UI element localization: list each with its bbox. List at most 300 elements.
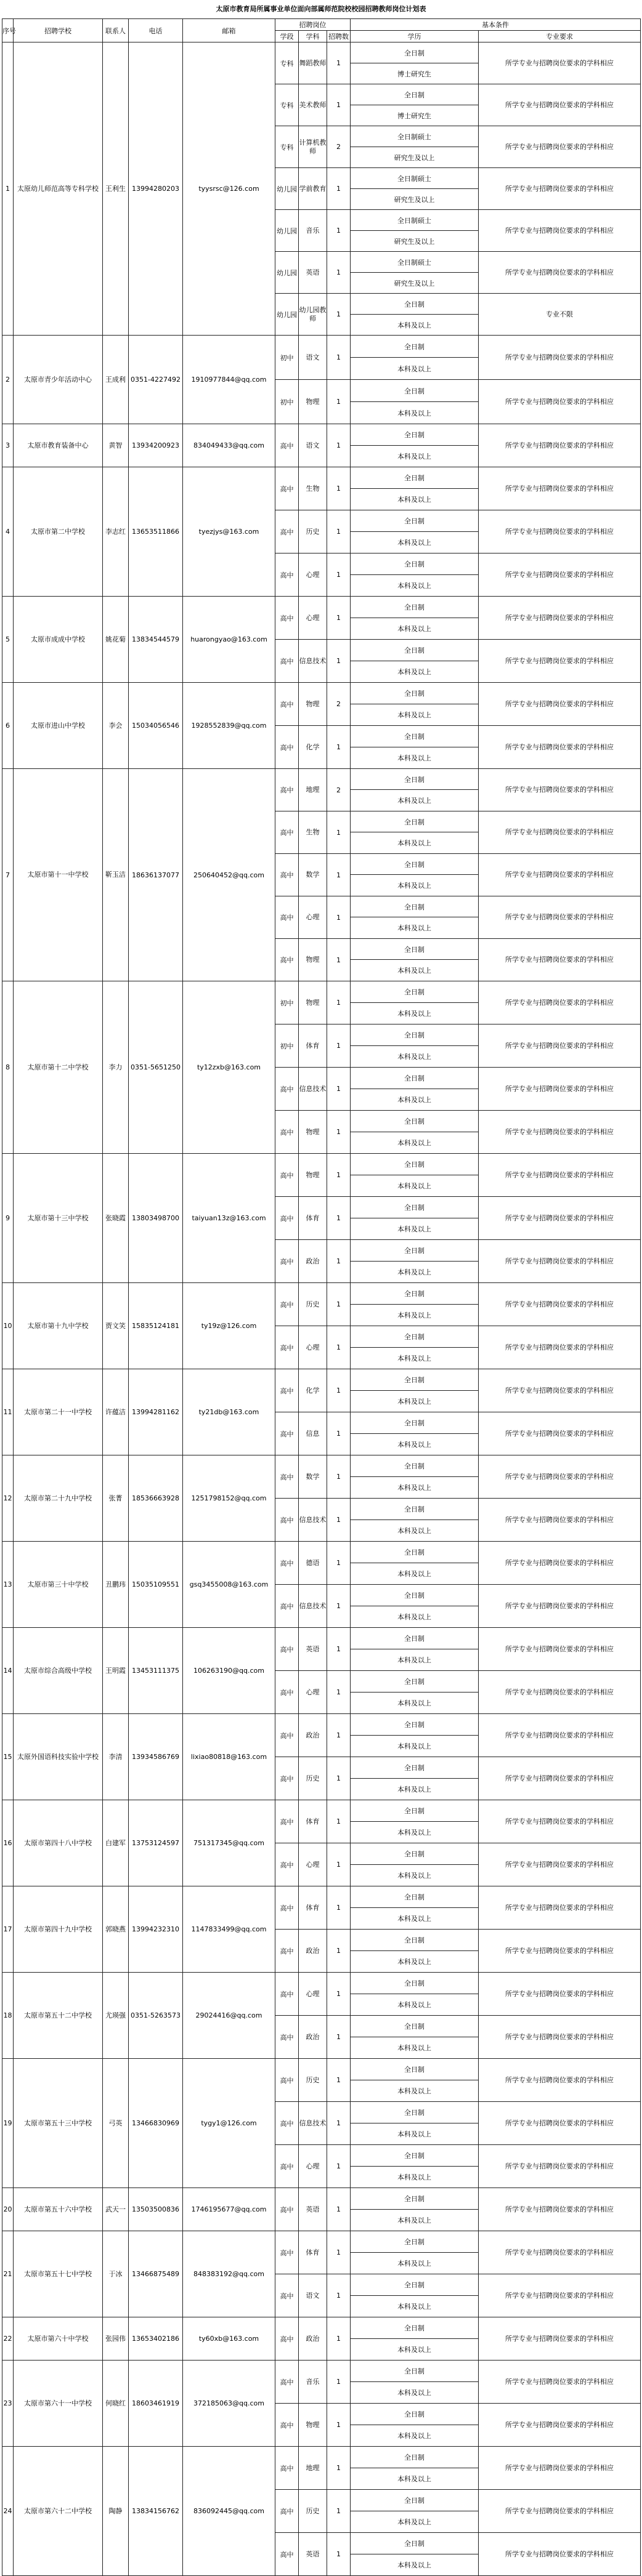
row-education-level: 本科及以上 bbox=[351, 704, 479, 726]
row-email: 106263190@qq.com bbox=[183, 1628, 275, 1714]
row-count: 1 bbox=[327, 2490, 351, 2533]
row-stage: 高中 bbox=[275, 1499, 299, 1542]
row-education-level: 本科及以上 bbox=[351, 1003, 479, 1024]
row-major: 所学专业与招聘岗位要求的学科相应 bbox=[479, 1369, 641, 1412]
row-education-type: 全日制 bbox=[351, 1800, 479, 1822]
table-row bbox=[2, 336, 641, 358]
row-education-type: 全日制 bbox=[351, 2404, 479, 2425]
row-education-type: 全日制 bbox=[351, 854, 479, 875]
row-phone: 18536663928 bbox=[129, 1455, 183, 1542]
row-seq: 8 bbox=[2, 981, 14, 1154]
row-phone: 13834544579 bbox=[129, 597, 183, 683]
row-phone: 13753124597 bbox=[129, 1800, 183, 1886]
recruitment-table bbox=[2, 18, 641, 2576]
row-education-type: 全日制 bbox=[351, 1197, 479, 1218]
row-stage: 高中 bbox=[275, 1197, 299, 1240]
row-seq: 17 bbox=[2, 1886, 14, 1973]
row-count: 2 bbox=[327, 683, 351, 726]
row-school: 太原市教育装备中心 bbox=[14, 424, 103, 467]
row-education-level: 本科及以上 bbox=[351, 1908, 479, 1930]
row-stage: 高中 bbox=[275, 1800, 299, 1843]
row-subject: 心理 bbox=[299, 553, 327, 597]
row-education-level: 博士研究生 bbox=[351, 63, 479, 84]
row-education-type: 全日制 bbox=[351, 2016, 479, 2037]
row-subject: 化学 bbox=[299, 1369, 327, 1412]
row-count: 1 bbox=[327, 1628, 351, 1671]
row-phone: 0351-5263573 bbox=[129, 1973, 183, 2059]
row-contact: 白建军 bbox=[103, 1800, 129, 1886]
row-subject: 信息技术 bbox=[299, 2102, 327, 2145]
row-education-type: 全日制 bbox=[351, 1326, 479, 1348]
row-subject: 心理 bbox=[299, 896, 327, 939]
row-count: 1 bbox=[327, 84, 351, 126]
row-count: 1 bbox=[327, 2145, 351, 2188]
row-school: 太原市第四十八中学校 bbox=[14, 1800, 103, 1886]
row-subject: 信息 bbox=[299, 1412, 327, 1455]
row-subject: 体育 bbox=[299, 2231, 327, 2274]
row-school: 太原市进山中学校 bbox=[14, 683, 103, 769]
row-contact: 陶静 bbox=[103, 2447, 129, 2576]
row-contact: 姚花菊 bbox=[103, 597, 129, 683]
row-major: 所学专业与招聘岗位要求的学科相应 bbox=[479, 597, 641, 640]
row-education-type: 全日制 bbox=[351, 2102, 479, 2123]
row-major: 所学专业与招聘岗位要求的学科相应 bbox=[479, 510, 641, 553]
row-education-type: 全日制 bbox=[351, 1024, 479, 1046]
table-row bbox=[2, 424, 641, 446]
row-phone: 13653511866 bbox=[129, 467, 183, 597]
row-subject: 心理 bbox=[299, 1671, 327, 1714]
row-education-type: 全日制 bbox=[351, 1930, 479, 1951]
row-school: 太原市第五十六中学校 bbox=[14, 2188, 103, 2231]
table-body bbox=[2, 42, 641, 2576]
row-phone: 13503500836 bbox=[129, 2188, 183, 2231]
row-education-type: 全日制 bbox=[351, 2188, 479, 2210]
row-education-type: 全日制 bbox=[351, 1111, 479, 1132]
row-email: tyysrsc@126.com bbox=[183, 42, 275, 336]
header-stage: 学段 bbox=[275, 31, 299, 42]
row-stage: 高中 bbox=[275, 1154, 299, 1197]
row-email: lixiao80818@163.com bbox=[183, 1714, 275, 1800]
row-education-type: 全日制 bbox=[351, 553, 479, 575]
table-row bbox=[2, 2059, 641, 2080]
row-education-type: 全日制 bbox=[351, 380, 479, 402]
row-stage: 高中 bbox=[275, 1585, 299, 1628]
row-school: 太原市第五十七中学校 bbox=[14, 2231, 103, 2317]
row-education-level: 本科及以上 bbox=[351, 2296, 479, 2317]
row-email: 1251798152@qq.com bbox=[183, 1455, 275, 1542]
row-count: 1 bbox=[327, 1197, 351, 1240]
row-stage: 高中 bbox=[275, 510, 299, 553]
row-phone: 13934586769 bbox=[129, 1714, 183, 1800]
row-major: 所学专业与招聘岗位要求的学科相应 bbox=[479, 210, 641, 252]
table-row bbox=[2, 1369, 641, 1391]
row-count: 1 bbox=[327, 2059, 351, 2102]
row-education-level: 本科及以上 bbox=[351, 1951, 479, 1973]
row-education-type: 全日制 bbox=[351, 939, 479, 960]
row-count: 1 bbox=[327, 2188, 351, 2231]
row-subject: 物理 bbox=[299, 683, 327, 726]
row-email: ty19z@126.com bbox=[183, 1283, 275, 1369]
row-major: 所学专业与招聘岗位要求的学科相应 bbox=[479, 2447, 641, 2490]
row-education-type: 全日制 bbox=[351, 1455, 479, 1477]
row-education-level: 本科及以上 bbox=[351, 2210, 479, 2231]
row-phone: 13803498700 bbox=[129, 1154, 183, 1283]
row-count: 1 bbox=[327, 854, 351, 896]
row-education-type: 全日制 bbox=[351, 424, 479, 446]
row-education-level: 本科及以上 bbox=[351, 1563, 479, 1585]
row-phone: 0351-5651250 bbox=[129, 981, 183, 1154]
header-major: 专业要求 bbox=[479, 31, 641, 42]
row-phone: 15835124181 bbox=[129, 1283, 183, 1369]
row-count: 1 bbox=[327, 510, 351, 553]
row-education-level: 博士研究生 bbox=[351, 105, 479, 126]
row-seq: 22 bbox=[2, 2317, 14, 2361]
row-seq: 23 bbox=[2, 2361, 14, 2447]
row-school: 太原市成成中学校 bbox=[14, 597, 103, 683]
row-stage: 高中 bbox=[275, 1671, 299, 1714]
row-subject: 物理 bbox=[299, 1154, 327, 1197]
row-email: huarongyao@163.com bbox=[183, 597, 275, 683]
row-education-level: 本科及以上 bbox=[351, 1132, 479, 1154]
row-stage: 高中 bbox=[275, 2490, 299, 2533]
row-subject: 心理 bbox=[299, 2145, 327, 2188]
row-subject: 语文 bbox=[299, 336, 327, 380]
row-education-level: 本科及以上 bbox=[351, 446, 479, 467]
row-seq: 19 bbox=[2, 2059, 14, 2188]
row-email: ty21db@163.com bbox=[183, 1369, 275, 1455]
row-major: 所学专业与招聘岗位要求的学科相应 bbox=[479, 424, 641, 467]
row-education-level: 本科及以上 bbox=[351, 661, 479, 683]
row-stage: 高中 bbox=[275, 1843, 299, 1886]
row-subject: 物理 bbox=[299, 1111, 327, 1154]
row-count: 1 bbox=[327, 1111, 351, 1154]
row-education-level: 本科及以上 bbox=[351, 402, 479, 424]
row-school: 太原市第十九中学校 bbox=[14, 1283, 103, 1369]
row-major: 所学专业与招聘岗位要求的学科相应 bbox=[479, 769, 641, 811]
table-row bbox=[2, 2361, 641, 2382]
row-major: 所学专业与招聘岗位要求的学科相应 bbox=[479, 2490, 641, 2533]
row-stage: 高中 bbox=[275, 2361, 299, 2404]
row-stage: 初中 bbox=[275, 380, 299, 424]
row-stage: 高中 bbox=[275, 2102, 299, 2145]
row-count: 1 bbox=[327, 467, 351, 510]
row-stage: 高中 bbox=[275, 1455, 299, 1499]
header-row-1 bbox=[2, 19, 641, 31]
row-count: 1 bbox=[327, 1800, 351, 1843]
row-subject: 体育 bbox=[299, 1800, 327, 1843]
row-education-level: 本科及以上 bbox=[351, 1693, 479, 1714]
row-count: 2 bbox=[327, 769, 351, 811]
row-education-type: 全日制 bbox=[351, 1886, 479, 1908]
row-education-type: 全日制硕士 bbox=[351, 168, 479, 189]
row-education-type: 全日制 bbox=[351, 1240, 479, 1262]
row-subject: 心理 bbox=[299, 1843, 327, 1886]
row-subject: 体育 bbox=[299, 1886, 327, 1930]
header-subject: 学科 bbox=[299, 31, 327, 42]
row-seq: 13 bbox=[2, 1542, 14, 1628]
row-stage: 高中 bbox=[275, 640, 299, 683]
row-education-type: 全日制 bbox=[351, 2533, 479, 2554]
row-major: 所学专业与招聘岗位要求的学科相应 bbox=[479, 1024, 641, 1068]
row-phone: 0351-4227492 bbox=[129, 336, 183, 424]
row-count: 1 bbox=[327, 981, 351, 1024]
row-education-level: 本科及以上 bbox=[351, 832, 479, 854]
row-stage: 高中 bbox=[275, 1628, 299, 1671]
row-email: 836092445@qq.com bbox=[183, 2447, 275, 2576]
row-major: 所学专业与招聘岗位要求的学科相应 bbox=[479, 726, 641, 769]
row-education-level: 本科及以上 bbox=[351, 2382, 479, 2404]
table-row bbox=[2, 1800, 641, 1822]
table-row bbox=[2, 1542, 641, 1563]
row-stage: 高中 bbox=[275, 467, 299, 510]
row-education-type: 全日制 bbox=[351, 640, 479, 661]
row-email: tygy1@126.com bbox=[183, 2059, 275, 2188]
row-contact: 王利生 bbox=[103, 42, 129, 336]
header-count: 招聘数 bbox=[327, 31, 351, 42]
row-subject: 心理 bbox=[299, 1326, 327, 1369]
table-row bbox=[2, 1714, 641, 1736]
row-education-level: 本科及以上 bbox=[351, 2554, 479, 2576]
row-school: 太原市第五十三中学校 bbox=[14, 2059, 103, 2188]
row-major: 所学专业与招聘岗位要求的学科相应 bbox=[479, 1111, 641, 1154]
row-education-type: 全日制 bbox=[351, 811, 479, 832]
row-school: 太原市第五十二中学校 bbox=[14, 1973, 103, 2059]
row-contact: 黄智 bbox=[103, 424, 129, 467]
row-subject: 学前教育 bbox=[299, 168, 327, 210]
row-subject: 数学 bbox=[299, 1455, 327, 1499]
row-stage: 高中 bbox=[275, 2317, 299, 2361]
row-education-type: 全日制 bbox=[351, 1369, 479, 1391]
row-count: 1 bbox=[327, 2102, 351, 2145]
row-subject: 心理 bbox=[299, 1973, 327, 2016]
row-major: 所学专业与招聘岗位要求的学科相应 bbox=[479, 168, 641, 210]
row-education-level: 研究生及以上 bbox=[351, 147, 479, 168]
row-seq: 1 bbox=[2, 42, 14, 336]
row-major: 所学专业与招聘岗位要求的学科相应 bbox=[479, 2102, 641, 2145]
table-row bbox=[2, 683, 641, 704]
row-major: 所学专业与招聘岗位要求的学科相应 bbox=[479, 1283, 641, 1326]
row-school: 太原市第六十中学校 bbox=[14, 2317, 103, 2361]
table-row bbox=[2, 2447, 641, 2468]
row-education-type: 全日制 bbox=[351, 2059, 479, 2080]
row-count: 1 bbox=[327, 168, 351, 210]
row-major: 所学专业与招聘岗位要求的学科相应 bbox=[479, 1714, 641, 1757]
row-education-type: 全日制 bbox=[351, 1585, 479, 1606]
row-count: 1 bbox=[327, 640, 351, 683]
row-email: tyezjys@163.com bbox=[183, 467, 275, 597]
row-stage: 初中 bbox=[275, 981, 299, 1024]
row-major: 所学专业与招聘岗位要求的学科相应 bbox=[479, 1585, 641, 1628]
row-education-level: 本科及以上 bbox=[351, 2511, 479, 2533]
row-school: 太原幼儿师范高等专科学校 bbox=[14, 42, 103, 336]
row-count: 1 bbox=[327, 252, 351, 294]
row-stage: 高中 bbox=[275, 2145, 299, 2188]
row-count: 1 bbox=[327, 726, 351, 769]
row-stage: 专科 bbox=[275, 126, 299, 168]
row-major: 所学专业与招聘岗位要求的学科相应 bbox=[479, 1886, 641, 1930]
row-stage: 高中 bbox=[275, 2016, 299, 2059]
row-subject: 历史 bbox=[299, 2490, 327, 2533]
row-subject: 英语 bbox=[299, 252, 327, 294]
row-education-level: 本科及以上 bbox=[351, 358, 479, 380]
row-count: 1 bbox=[327, 424, 351, 467]
row-stage: 高中 bbox=[275, 2231, 299, 2274]
header-education: 学历 bbox=[351, 31, 479, 42]
row-subject: 化学 bbox=[299, 726, 327, 769]
row-major: 所学专业与招聘岗位要求的学科相应 bbox=[479, 939, 641, 981]
table-row bbox=[2, 1455, 641, 1477]
row-education-type: 全日制 bbox=[351, 1154, 479, 1175]
row-education-type: 全日制 bbox=[351, 981, 479, 1003]
row-count: 1 bbox=[327, 2447, 351, 2490]
row-education-type: 全日制 bbox=[351, 1068, 479, 1089]
row-email: 1147833499@qq.com bbox=[183, 1886, 275, 1973]
row-seq: 15 bbox=[2, 1714, 14, 1800]
row-education-type: 全日制 bbox=[351, 726, 479, 747]
row-stage: 高中 bbox=[275, 1283, 299, 1326]
row-major: 所学专业与招聘岗位要求的学科相应 bbox=[479, 84, 641, 126]
row-seq: 11 bbox=[2, 1369, 14, 1455]
row-education-type: 全日制 bbox=[351, 1542, 479, 1563]
row-education-level: 研究生及以上 bbox=[351, 231, 479, 252]
table-row bbox=[2, 42, 641, 63]
row-stage: 高中 bbox=[275, 939, 299, 981]
row-major: 所学专业与招聘岗位要求的学科相应 bbox=[479, 2016, 641, 2059]
row-major: 所学专业与招聘岗位要求的学科相应 bbox=[479, 380, 641, 424]
table-row bbox=[2, 1628, 641, 1649]
row-major: 所学专业与招聘岗位要求的学科相应 bbox=[479, 1542, 641, 1585]
row-major: 所学专业与招聘岗位要求的学科相应 bbox=[479, 2231, 641, 2274]
header-basic: 基本条件 bbox=[351, 19, 641, 31]
row-school: 太原市第二十一中学校 bbox=[14, 1369, 103, 1455]
row-subject: 政治 bbox=[299, 2016, 327, 2059]
row-education-level: 本科及以上 bbox=[351, 1391, 479, 1412]
header-phone: 电话 bbox=[129, 19, 183, 42]
row-phone: 13466875489 bbox=[129, 2231, 183, 2317]
row-subject: 英语 bbox=[299, 2533, 327, 2576]
row-education-type: 全日制硕士 bbox=[351, 210, 479, 231]
row-subject: 物理 bbox=[299, 380, 327, 424]
row-major: 所学专业与招聘岗位要求的学科相应 bbox=[479, 1154, 641, 1197]
row-stage: 高中 bbox=[275, 769, 299, 811]
row-count: 1 bbox=[327, 1843, 351, 1886]
row-school: 太原市第六十二中学校 bbox=[14, 2447, 103, 2576]
row-phone: 13994281162 bbox=[129, 1369, 183, 1455]
row-seq: 16 bbox=[2, 1800, 14, 1886]
row-subject: 历史 bbox=[299, 1283, 327, 1326]
row-education-level: 本科及以上 bbox=[351, 875, 479, 896]
row-count: 1 bbox=[327, 1326, 351, 1369]
row-education-level: 本科及以上 bbox=[351, 917, 479, 939]
row-major: 所学专业与招聘岗位要求的学科相应 bbox=[479, 854, 641, 896]
row-email: ty60xb@163.com bbox=[183, 2317, 275, 2361]
row-subject: 英语 bbox=[299, 1628, 327, 1671]
row-count: 1 bbox=[327, 1499, 351, 1542]
row-major: 所学专业与招聘岗位要求的学科相应 bbox=[479, 1671, 641, 1714]
row-education-level: 本科及以上 bbox=[351, 1520, 479, 1542]
row-email: 1928552839@qq.com bbox=[183, 683, 275, 769]
row-major: 所学专业与招聘岗位要求的学科相应 bbox=[479, 2059, 641, 2102]
row-education-level: 本科及以上 bbox=[351, 1994, 479, 2016]
row-stage: 高中 bbox=[275, 2404, 299, 2447]
row-stage: 高中 bbox=[275, 2533, 299, 2576]
row-subject: 历史 bbox=[299, 1757, 327, 1800]
row-stage: 专科 bbox=[275, 42, 299, 84]
table-row bbox=[2, 981, 641, 1003]
row-contact: 郭晓燕 bbox=[103, 1886, 129, 1973]
row-phone: 15034056546 bbox=[129, 683, 183, 769]
row-phone: 15035109551 bbox=[129, 1542, 183, 1628]
row-count: 1 bbox=[327, 1024, 351, 1068]
row-education-level: 研究生及以上 bbox=[351, 273, 479, 294]
row-major: 所学专业与招聘岗位要求的学科相应 bbox=[479, 2361, 641, 2404]
row-major: 所学专业与招聘岗位要求的学科相应 bbox=[479, 1197, 641, 1240]
row-education-level: 本科及以上 bbox=[351, 2253, 479, 2274]
row-major: 所学专业与招聘岗位要求的学科相应 bbox=[479, 2533, 641, 2576]
row-count: 1 bbox=[327, 2016, 351, 2059]
header-school: 招聘学校 bbox=[14, 19, 103, 42]
row-stage: 高中 bbox=[275, 2059, 299, 2102]
row-email: 1910977844@qq.com bbox=[183, 336, 275, 424]
row-major: 所学专业与招聘岗位要求的学科相应 bbox=[479, 1326, 641, 1369]
row-stage: 幼儿园 bbox=[275, 294, 299, 336]
row-education-type: 全日制 bbox=[351, 2317, 479, 2339]
row-subject: 信息技术 bbox=[299, 640, 327, 683]
row-contact: 张园伟 bbox=[103, 2317, 129, 2361]
row-seq: 9 bbox=[2, 1154, 14, 1283]
row-education-level: 本科及以上 bbox=[351, 1822, 479, 1843]
row-education-type: 全日制 bbox=[351, 896, 479, 917]
row-education-type: 全日制 bbox=[351, 2447, 479, 2468]
row-email: 29024416@qq.com bbox=[183, 1973, 275, 2059]
row-email: ty12zxb@163.com bbox=[183, 981, 275, 1154]
row-phone: 13834156762 bbox=[129, 2447, 183, 2576]
row-subject: 地理 bbox=[299, 769, 327, 811]
row-count: 1 bbox=[327, 939, 351, 981]
row-subject: 物理 bbox=[299, 981, 327, 1024]
row-subject: 政治 bbox=[299, 1714, 327, 1757]
row-seq: 12 bbox=[2, 1455, 14, 1542]
row-count: 2 bbox=[327, 126, 351, 168]
row-stage: 高中 bbox=[275, 1326, 299, 1369]
row-contact: 张菁 bbox=[103, 1455, 129, 1542]
row-major: 所学专业与招聘岗位要求的学科相应 bbox=[479, 1455, 641, 1499]
row-stage: 高中 bbox=[275, 1068, 299, 1111]
row-seq: 24 bbox=[2, 2447, 14, 2576]
row-stage: 初中 bbox=[275, 336, 299, 380]
row-subject: 计算机教师 bbox=[299, 126, 327, 168]
row-email: gsq3455008@163.com bbox=[183, 1542, 275, 1628]
row-education-level: 本科及以上 bbox=[351, 2425, 479, 2447]
row-subject: 英语 bbox=[299, 2188, 327, 2231]
table-row bbox=[2, 2188, 641, 2210]
row-stage: 高中 bbox=[275, 1240, 299, 1283]
row-education-level: 本科及以上 bbox=[351, 1262, 479, 1283]
row-school: 太原市第十一中学校 bbox=[14, 769, 103, 981]
row-education-type: 全日制 bbox=[351, 597, 479, 618]
table-row bbox=[2, 1154, 641, 1175]
table-row bbox=[2, 1283, 641, 1305]
row-contact: 武天一 bbox=[103, 2188, 129, 2231]
row-count: 1 bbox=[327, 1455, 351, 1499]
row-education-type: 全日制 bbox=[351, 1628, 479, 1649]
row-major: 所学专业与招聘岗位要求的学科相应 bbox=[479, 1973, 641, 2016]
table-row bbox=[2, 1973, 641, 1994]
row-phone: 13466830969 bbox=[129, 2059, 183, 2188]
row-count: 1 bbox=[327, 1585, 351, 1628]
row-education-level: 本科及以上 bbox=[351, 2037, 479, 2059]
row-phone: 13653402186 bbox=[129, 2317, 183, 2361]
